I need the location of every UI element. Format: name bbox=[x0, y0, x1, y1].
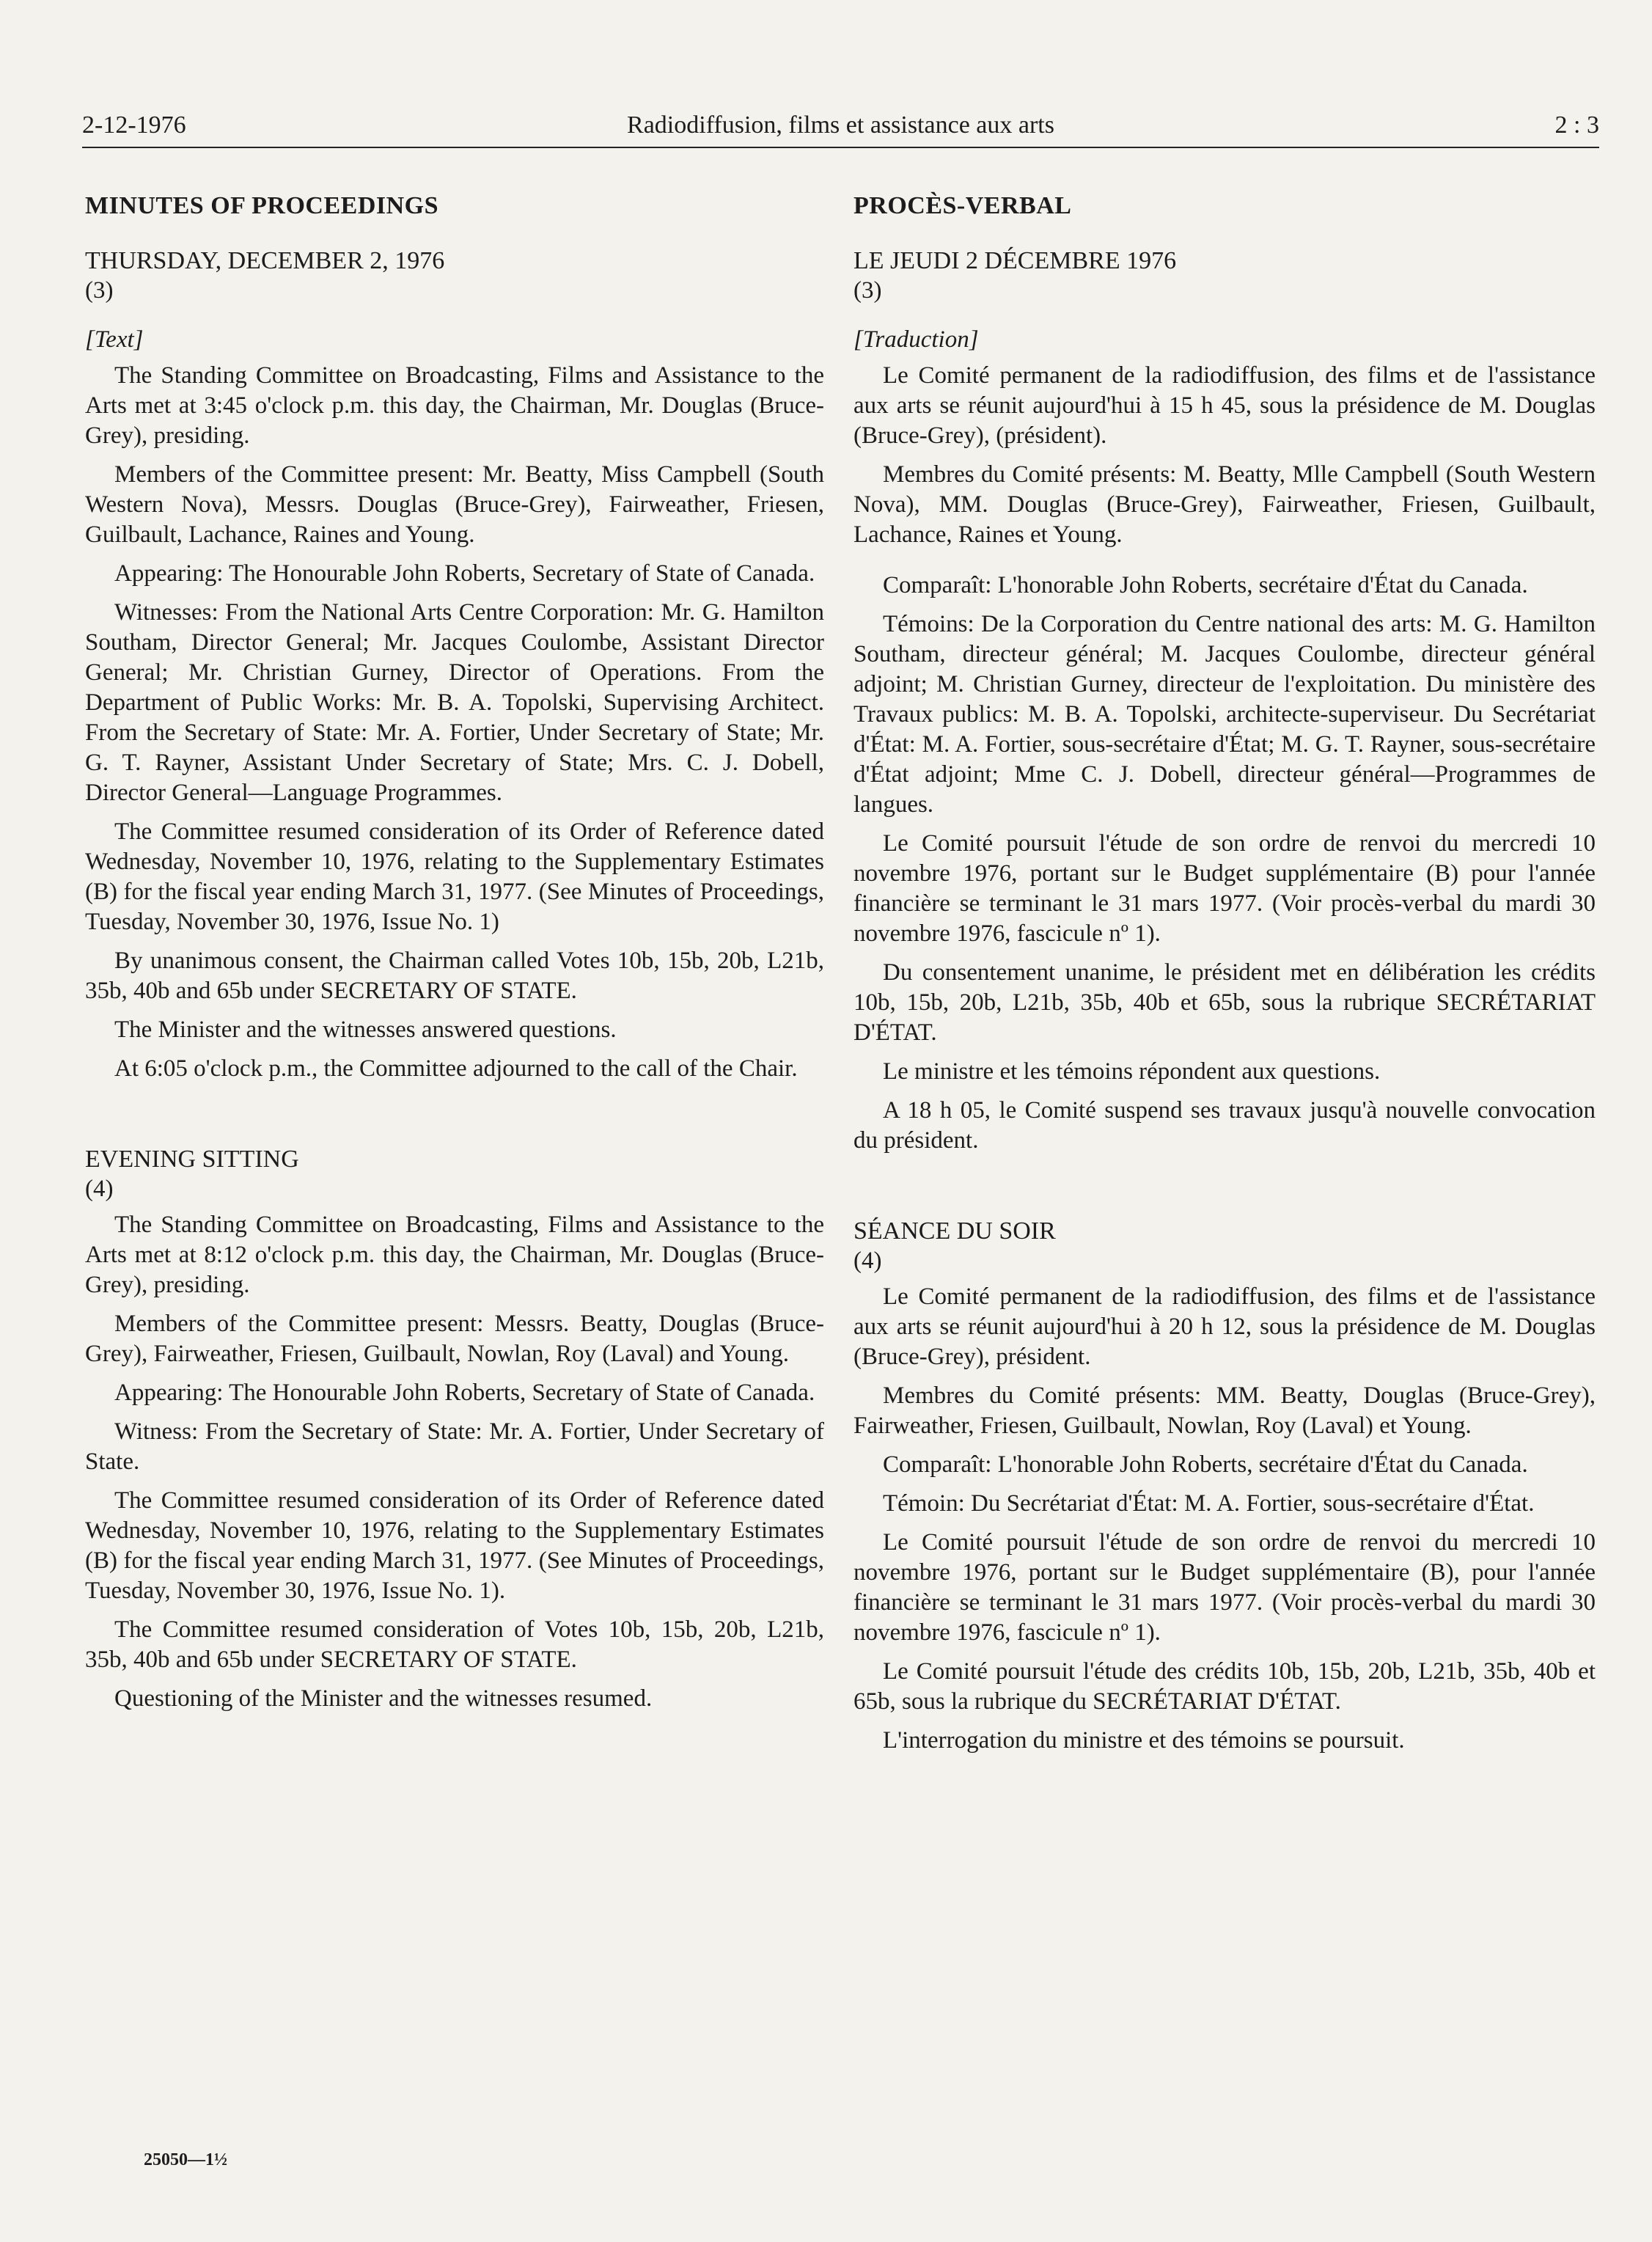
english-evening-paragraph: The Committee resumed consideration of its Order of Reference dated Wednesday, November 10, 1976, relating to the Supplementary Estimates (B) for the fiscal year ending March 31, 1977. (See Minutes of Proceedings, Tuesday, November 30, 1976, Issue No. 1). bbox=[85, 1487, 824, 1604]
french-paragraph: Le Comité poursuit l'étude de son ordre de renvoi du mercredi 10 novembre 1976, portant sur le Budget supplémentaire (B) pour l'année financière se terminant le 31 mars 1977. (Voir procès-verbal du mardi 30 novembre 1976, fascicule nº 1). bbox=[853, 830, 1596, 947]
english-date: THURSDAY, DECEMBER 2, 1976 bbox=[85, 247, 445, 274]
french-evening-paragraph: Comparaît: L'honorable John Roberts, secrétaire d'État du Canada. bbox=[883, 1451, 1528, 1478]
french-sitting-number: (3) bbox=[853, 277, 882, 304]
french-paragraph: Témoins: De la Corporation du Centre national des arts: M. G. Hamilton Southam, directeur général; M. Jacques Coulombe, directeur général adjoint; M. Christian Gurney, directeur de l'exploitation. Du ministère des Travaux publics: M. B. A. Topolski, architecte-superviseur. Du Secrétariat d'État: M. A. Fortier, sous-secrétaire d'État; M. G. T. Rayner, sous-secrétaire d'État adjoint; Mme C. J. Dobell, directeur général—Programmes de langues. bbox=[853, 611, 1596, 818]
english-paragraph: At 6:05 o'clock p.m., the Committee adjourned to the call of the Chair. bbox=[114, 1055, 798, 1082]
english-paragraph: Witnesses: From the National Arts Centre Corporation: Mr. G. Hamilton Southam, Director General; Mr. Jacques Coulombe, Assistant Director General; Mr. Christian Gurney, Director of Operations. From the Department of Public Works: Mr. B. A. Topolski, Supervising Architect. From the Secretary of State: Mr. A. Fortier, Under Secretary of State; Mr. G. T. Rayner, Assistant Under Secretary of State; Mrs. C. J. Dobell, Director General—Language Programmes. bbox=[85, 599, 824, 806]
french-column bbox=[853, 183, 1596, 1765]
header-title: Radiodiffusion, films et assistance aux arts bbox=[627, 111, 1054, 139]
english-sitting-number: (3) bbox=[85, 277, 114, 304]
english-paragraph: Appearing: The Honourable John Roberts, Secretary of State of Canada. bbox=[114, 560, 815, 587]
header-page-number: 2 : 3 bbox=[1554, 111, 1599, 139]
english-paragraph: The Standing Committee on Broadcasting, Films and Assistance to the Arts met at 3:45 o'clock p.m. this day, the Chairman, Mr. Douglas (Bruce-Grey), presiding. bbox=[85, 362, 824, 449]
english-heading: MINUTES OF PROCEEDINGS bbox=[85, 192, 439, 219]
english-evening-paragraph: Witness: From the Secretary of State: Mr. A. Fortier, Under Secretary of State. bbox=[85, 1418, 824, 1475]
french-evening-paragraph: Le Comité permanent de la radiodiffusion, des films et de l'assistance aux arts se réunit aujourd'hui à 20 h 12, sous la présidence de M. Douglas (Bruce-Grey), président. bbox=[853, 1283, 1596, 1370]
french-evening-paragraph: Le Comité poursuit l'étude de son ordre de renvoi du mercredi 10 novembre 1976, portant sur le Budget supplémentaire (B), pour l'année financière se terminant le 31 mars 1977. (Voir procès-verbal du mardi 30 novembre 1976, fascicule nº 1). bbox=[853, 1529, 1596, 1646]
french-paragraph: Du consentement unanime, le président met en délibération les crédits 10b, 15b, 20b, L21b, 35b, 40b et 65b, sous la rubrique SECRÉTARIAT D'ÉTAT. bbox=[853, 959, 1596, 1046]
header-date: 2-12-1976 bbox=[82, 111, 186, 139]
running-header bbox=[82, 109, 1599, 148]
french-paragraph: Comparaît: L'honorable John Roberts, secrétaire d'État du Canada. bbox=[883, 572, 1528, 598]
english-evening-heading: EVENING SITTING bbox=[85, 1146, 299, 1173]
french-paragraph: Le ministre et les témoins répondent aux questions. bbox=[883, 1058, 1381, 1085]
french-evening-heading: SÉANCE DU SOIR bbox=[853, 1217, 1056, 1245]
english-evening-number: (4) bbox=[85, 1176, 114, 1202]
english-column bbox=[85, 183, 824, 1723]
french-heading: PROCÈS-VERBAL bbox=[853, 192, 1072, 219]
french-paragraph: Le Comité permanent de la radiodiffusion, des films et de l'assistance aux arts se réunit aujourd'hui à 15 h 45, sous la présidence de M. Douglas (Bruce-Grey), (président). bbox=[853, 362, 1596, 449]
french-evening-paragraph: L'interrogation du ministre et des témoins se poursuit. bbox=[883, 1727, 1405, 1754]
french-evening-paragraph: Témoin: Du Secrétariat d'État: M. A. Fortier, sous-secrétaire d'État. bbox=[883, 1490, 1535, 1517]
english-evening-paragraph: Members of the Committee present: Messrs. Beatty, Douglas (Bruce-Grey), Fairweather, Friesen, Guilbault, Nowlan, Roy (Laval) and Young. bbox=[85, 1311, 824, 1367]
french-evening-paragraph: Le Comité poursuit l'étude des crédits 10b, 15b, 20b, L21b, 35b, 40b et 65b, sous la rubrique du SECRÉTARIAT D'ÉTAT. bbox=[853, 1658, 1596, 1715]
french-paragraph: A 18 h 05, le Comité suspend ses travaux jusqu'à nouvelle convocation du président. bbox=[853, 1097, 1596, 1154]
french-translation-tag: [Traduction] bbox=[853, 326, 979, 353]
english-evening-paragraph: The Standing Committee on Broadcasting, Films and Assistance to the Arts met at 8:12 o'clock p.m. this day, the Chairman, Mr. Douglas (Bruce-Grey), presiding. bbox=[85, 1212, 824, 1298]
english-text-tag: [Text] bbox=[85, 326, 144, 353]
french-evening-paragraph: Membres du Comité présents: MM. Beatty, Douglas (Bruce-Grey), Fairweather, Friesen, Guilbault, Nowlan, Roy (Laval) et Young. bbox=[853, 1382, 1596, 1439]
french-paragraph: Membres du Comité présents: M. Beatty, Mlle Campbell (South Western Nova), MM. Douglas (Bruce-Grey), Fairweather, Friesen, Guilbault, Lachance, Raines et Young. bbox=[853, 461, 1596, 548]
english-paragraph: By unanimous consent, the Chairman called Votes 10b, 15b, 20b, L21b, 35b, 40b and 65b under SECRETARY OF STATE. bbox=[85, 948, 824, 1004]
footer-code: 25050—1½ bbox=[144, 2150, 227, 2169]
english-paragraph: The Committee resumed consideration of its Order of Reference dated Wednesday, November 10, 1976, relating to the Supplementary Estimates (B) for the fiscal year ending March 31, 1977. (See Minutes of Proceedings, Tuesday, November 30, 1976, Issue No. 1) bbox=[85, 818, 824, 935]
french-date: LE JEUDI 2 DÉCEMBRE 1976 bbox=[853, 247, 1177, 274]
french-evening-number: (4) bbox=[853, 1248, 882, 1274]
english-evening-paragraph: The Committee resumed consideration of Votes 10b, 15b, 20b, L21b, 35b, 40b and 65b under SECRETARY OF STATE. bbox=[85, 1616, 824, 1673]
english-evening-paragraph: Appearing: The Honourable John Roberts, Secretary of State of Canada. bbox=[114, 1380, 815, 1406]
english-paragraph: Members of the Committee present: Mr. Beatty, Miss Campbell (South Western Nova), Messrs. Douglas (Bruce-Grey), Fairweather, Friesen, Guilbault, Lachance, Raines and Young. bbox=[85, 461, 824, 548]
english-evening-paragraph: Questioning of the Minister and the witnesses resumed. bbox=[114, 1685, 653, 1712]
english-paragraph: The Minister and the witnesses answered questions. bbox=[114, 1016, 617, 1043]
